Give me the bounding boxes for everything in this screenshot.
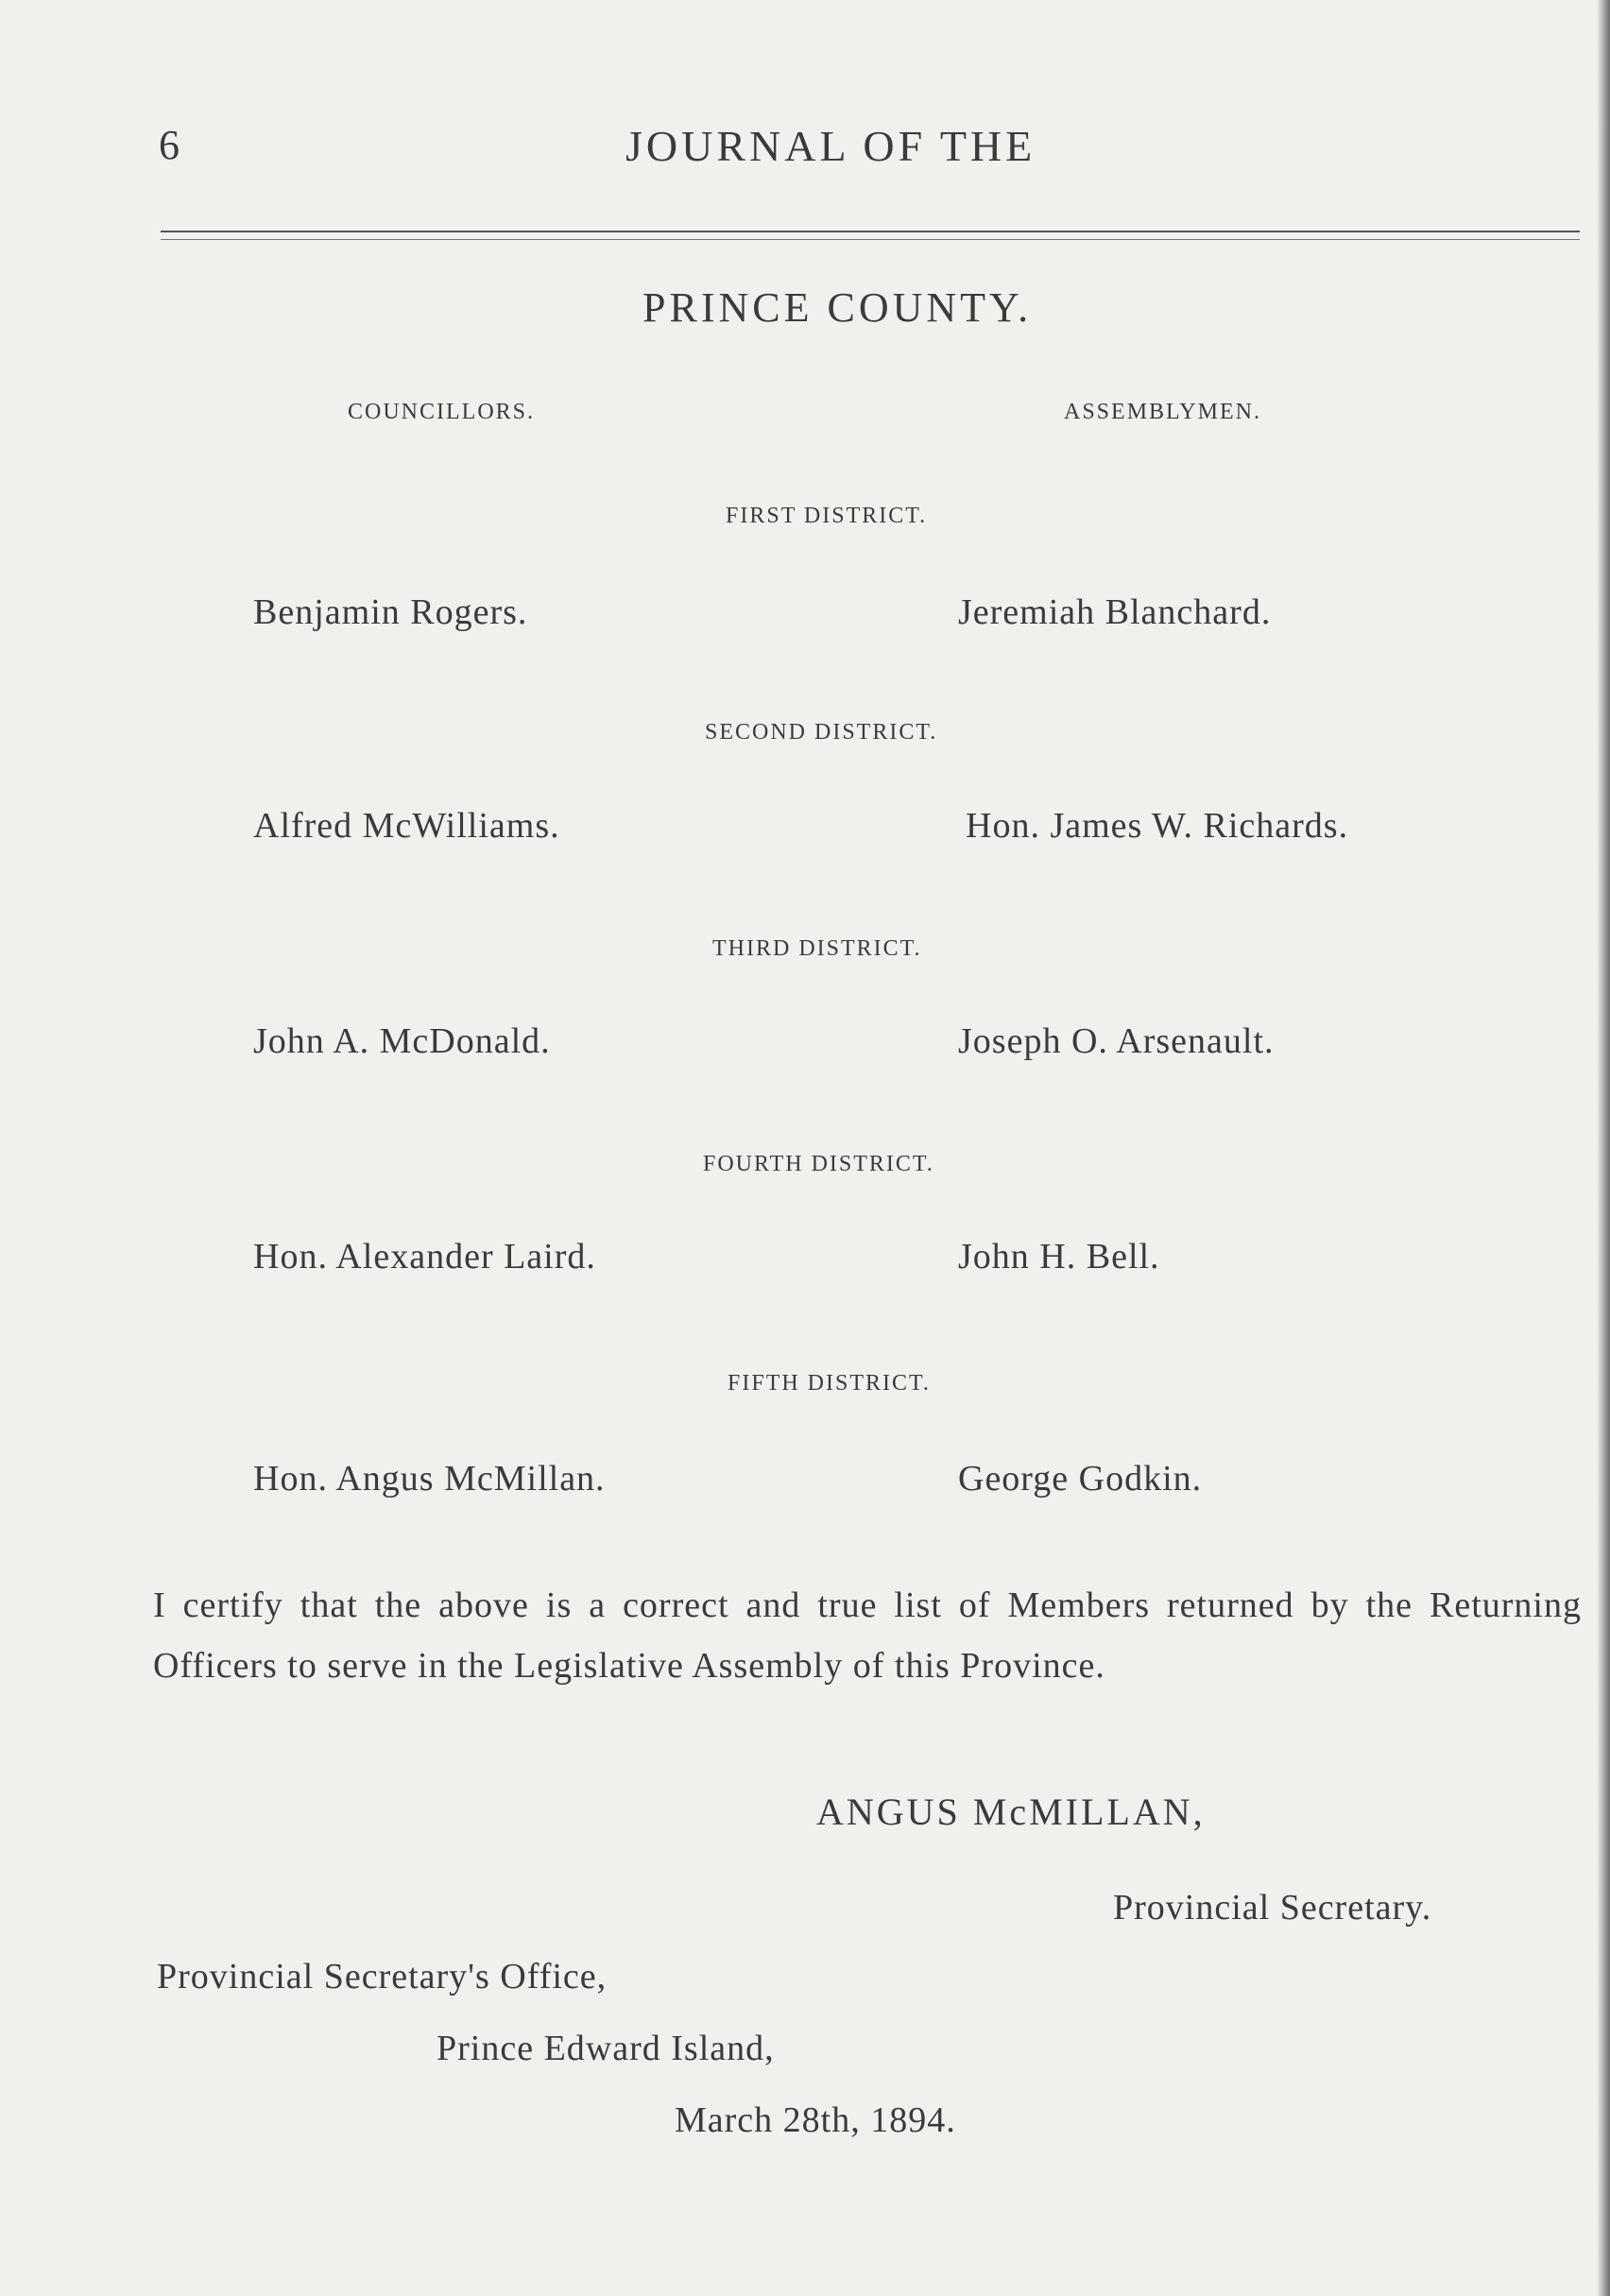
office-line: Provincial Secretary's Office, — [157, 1957, 608, 1996]
district-heading: FOURTH DISTRICT. — [703, 1152, 934, 1176]
signer-title: Provincial Secretary. — [1113, 1888, 1432, 1928]
page-number: 6 — [159, 122, 180, 168]
signer-name: ANGUS McMILLAN, — [816, 1791, 1206, 1833]
councillor-name: Hon. Angus McMillan. — [253, 1459, 606, 1499]
assemblyman-name: Jeremiah Blanchard. — [958, 592, 1272, 632]
assemblyman-name: George Godkin. — [958, 1459, 1203, 1499]
place-line: Prince Edward Island, — [437, 2029, 775, 2068]
district-heading: FIRST DISTRICT. — [726, 504, 928, 528]
header-rule-thin — [161, 239, 1580, 240]
councillor-name: John A. McDonald. — [253, 1021, 551, 1061]
certification-text: I certify that the above is a correct and true list of Members returned by the Returning Officers to serve in the Legislative Assembly of this Province. — [153, 1585, 1582, 1686]
assemblyman-name: Hon. James W. Richards. — [966, 806, 1349, 846]
assemblyman-name: Joseph O. Arsenault. — [958, 1021, 1275, 1061]
column-heading-assemblymen: ASSEMBLYMEN. — [1064, 400, 1261, 424]
councillor-name: Alfred McWilliams. — [253, 806, 560, 846]
date-line: March 28th, 1894. — [675, 2100, 956, 2140]
district-heading: FIFTH DISTRICT. — [728, 1371, 931, 1396]
header-rule — [161, 231, 1580, 232]
running-title: JOURNAL OF THE — [625, 122, 1036, 170]
district-heading: SECOND DISTRICT. — [705, 720, 938, 745]
councillor-name: Benjamin Rogers. — [253, 592, 528, 632]
councillor-name: Hon. Alexander Laird. — [253, 1237, 596, 1277]
column-heading-councillors: COUNCILLORS. — [348, 400, 536, 424]
page-edge-shadow — [1597, 0, 1610, 2296]
district-heading: THIRD DISTRICT. — [712, 936, 922, 961]
section-title: PRINCE COUNTY. — [642, 284, 1033, 331]
assemblyman-name: John H. Bell. — [958, 1237, 1160, 1277]
